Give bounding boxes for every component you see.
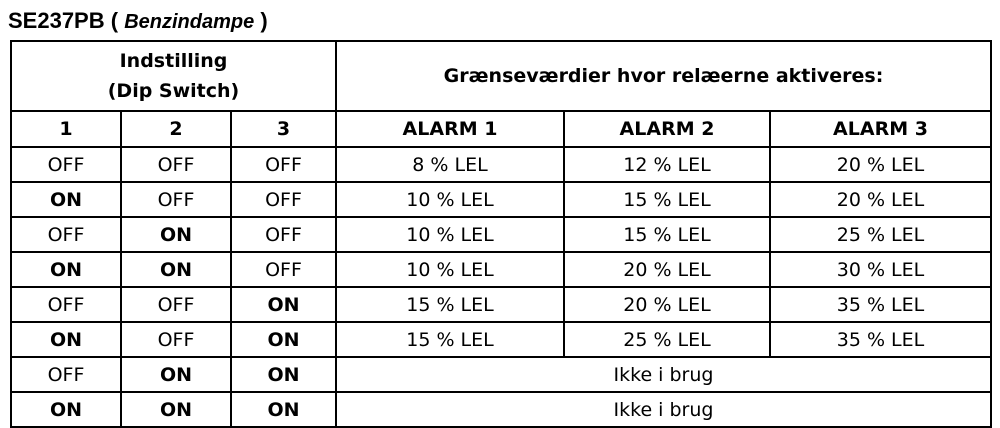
switch-state-cell: ON bbox=[11, 322, 121, 357]
switch-state-cell: OFF bbox=[231, 182, 336, 217]
switch-col-header: 1 bbox=[11, 111, 121, 147]
alarm-col-header: ALARM 2 bbox=[564, 111, 770, 147]
table-row bbox=[11, 287, 991, 322]
switch-state-cell: OFF bbox=[11, 217, 121, 252]
alarm-threshold-cell: 10 % LEL bbox=[336, 182, 564, 217]
alarm-threshold-cell: 15 % LEL bbox=[564, 217, 770, 252]
alarm-threshold-cell: 35 % LEL bbox=[770, 322, 991, 357]
alarm-threshold-cell: 15 % LEL bbox=[336, 322, 564, 357]
switch-state-cell: ON bbox=[231, 357, 336, 392]
switch-state-cell: OFF bbox=[121, 322, 231, 357]
model-number: SE237PB bbox=[8, 8, 105, 33]
switch-col-header: 3 bbox=[231, 111, 336, 147]
setting-header-line2: (Dip Switch) bbox=[107, 80, 240, 102]
alarm-threshold-cell: 15 % LEL bbox=[336, 287, 564, 322]
switch-state-cell: ON bbox=[11, 392, 121, 427]
table-row bbox=[11, 217, 991, 252]
document-title bbox=[8, 6, 268, 36]
switch-state-cell: OFF bbox=[11, 147, 121, 182]
switch-state-cell: ON bbox=[11, 182, 121, 217]
alarm-threshold-cell: 30 % LEL bbox=[770, 252, 991, 287]
alarm-threshold-cell: 20 % LEL bbox=[564, 287, 770, 322]
switch-state-cell: OFF bbox=[121, 147, 231, 182]
title-subtitle: Benzindampe bbox=[124, 11, 255, 33]
alarm-threshold-cell: 20 % LEL bbox=[564, 252, 770, 287]
header-row-columns bbox=[11, 111, 991, 147]
alarm-threshold-cell: 25 % LEL bbox=[770, 217, 991, 252]
switch-state-cell: OFF bbox=[231, 217, 336, 252]
alarm-col-header: ALARM 3 bbox=[770, 111, 991, 147]
alarm-threshold-cell: 20 % LEL bbox=[770, 182, 991, 217]
alarm-col-header: ALARM 1 bbox=[336, 111, 564, 147]
alarm-threshold-cell: 10 % LEL bbox=[336, 217, 564, 252]
alarm-threshold-cell: 25 % LEL bbox=[564, 322, 770, 357]
title-close-paren: ) bbox=[260, 8, 268, 33]
table-row bbox=[11, 357, 991, 392]
switch-state-cell: OFF bbox=[11, 287, 121, 322]
table-row bbox=[11, 252, 991, 287]
setting-header-line1: Indstilling bbox=[119, 50, 228, 72]
title-open-paren: ( bbox=[110, 8, 119, 33]
switch-col-header: 2 bbox=[121, 111, 231, 147]
table-row bbox=[11, 182, 991, 217]
dip-switch-setting-header bbox=[11, 41, 336, 111]
alarm-threshold-cell: 20 % LEL bbox=[770, 147, 991, 182]
switch-state-cell: OFF bbox=[231, 147, 336, 182]
switch-state-cell: ON bbox=[121, 252, 231, 287]
alarm-threshold-cell: 15 % LEL bbox=[564, 182, 770, 217]
switch-state-cell: OFF bbox=[231, 252, 336, 287]
switch-state-cell: OFF bbox=[121, 287, 231, 322]
alarm-threshold-cell: 35 % LEL bbox=[770, 287, 991, 322]
alarm-threshold-cell: 12 % LEL bbox=[564, 147, 770, 182]
header-row-top bbox=[11, 41, 991, 111]
switch-state-cell: ON bbox=[231, 392, 336, 427]
not-in-use-cell: Ikke i brug bbox=[336, 357, 991, 392]
table-row bbox=[11, 392, 991, 427]
table-row bbox=[11, 147, 991, 182]
dip-switch-table bbox=[10, 40, 992, 428]
switch-state-cell: OFF bbox=[11, 357, 121, 392]
limits-header: Grænseværdier hvor relæerne aktiveres: bbox=[336, 41, 991, 111]
alarm-threshold-cell: 8 % LEL bbox=[336, 147, 564, 182]
switch-state-cell: ON bbox=[121, 217, 231, 252]
alarm-threshold-cell: 10 % LEL bbox=[336, 252, 564, 287]
switch-state-cell: ON bbox=[11, 252, 121, 287]
switch-state-cell: OFF bbox=[121, 182, 231, 217]
switch-state-cell: ON bbox=[121, 392, 231, 427]
not-in-use-cell: Ikke i brug bbox=[336, 392, 991, 427]
switch-state-cell: ON bbox=[231, 287, 336, 322]
switch-state-cell: ON bbox=[121, 357, 231, 392]
table-row bbox=[11, 322, 991, 357]
switch-state-cell: ON bbox=[231, 322, 336, 357]
